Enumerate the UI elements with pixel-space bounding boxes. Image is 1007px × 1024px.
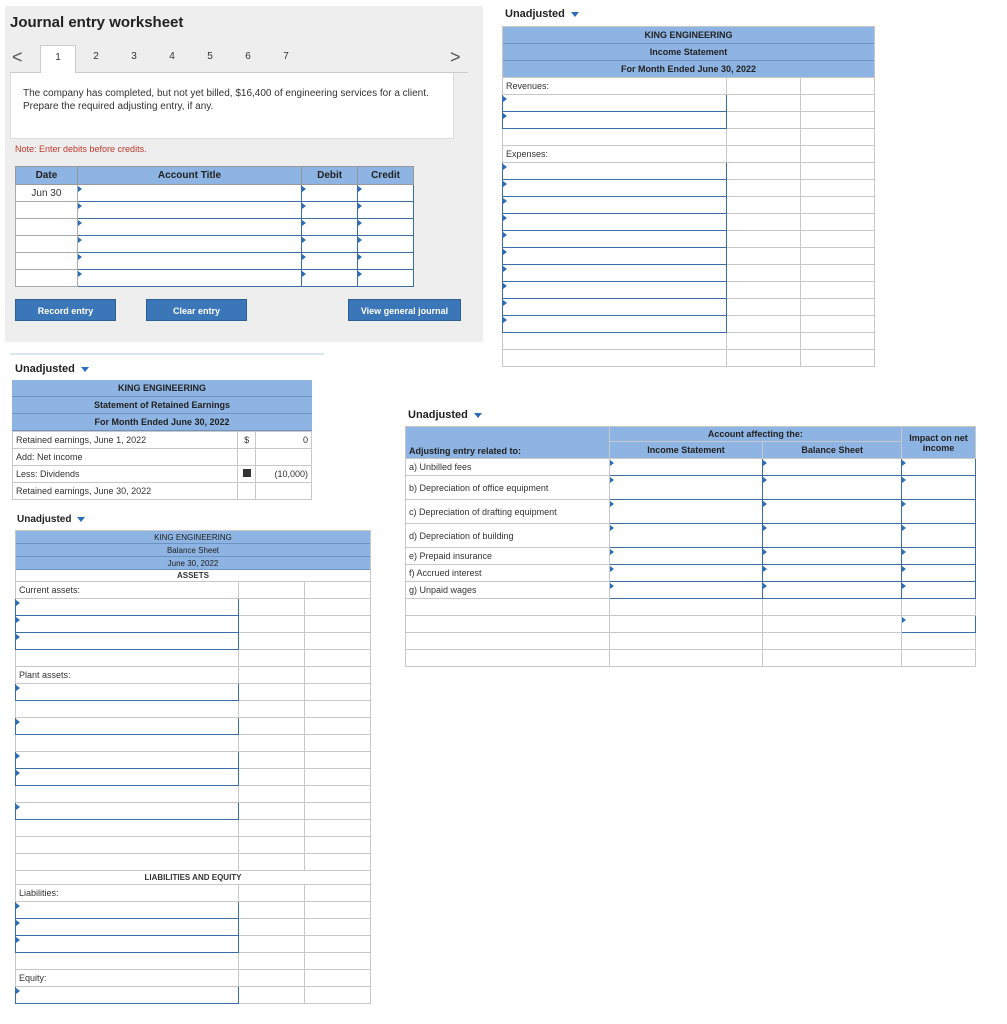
re-period: For Month Ended June 30, 2022 bbox=[12, 414, 312, 431]
debit-input[interactable] bbox=[302, 236, 358, 253]
col-date: Date bbox=[16, 167, 78, 185]
credit-input[interactable] bbox=[358, 236, 414, 253]
debit-input[interactable] bbox=[302, 202, 358, 219]
bs-input[interactable] bbox=[763, 476, 902, 500]
chevron-down-icon bbox=[81, 367, 89, 372]
asset-input[interactable] bbox=[16, 599, 239, 616]
account-input[interactable] bbox=[77, 253, 301, 270]
adj-row-label: g) Unpaid wages bbox=[406, 582, 610, 599]
plant-asset-input[interactable] bbox=[16, 752, 239, 769]
debit-input[interactable] bbox=[302, 219, 358, 236]
re-row-sym bbox=[238, 483, 256, 500]
adjusting-table bbox=[405, 426, 976, 667]
chevron-down-icon bbox=[571, 12, 579, 17]
retained-earnings-dropdown[interactable] bbox=[15, 363, 89, 375]
expense-account-input[interactable] bbox=[503, 163, 727, 180]
account-input[interactable] bbox=[77, 270, 301, 287]
expense-account-input[interactable] bbox=[503, 180, 727, 197]
re-row-label: Retained earnings, June 1, 2022 bbox=[13, 432, 238, 449]
bs-input[interactable] bbox=[763, 565, 902, 582]
col-is: Income Statement bbox=[609, 442, 763, 459]
revenue-account-input[interactable] bbox=[503, 112, 727, 129]
expense-account-input[interactable] bbox=[503, 316, 727, 333]
re-company: KING ENGINEERING bbox=[12, 380, 312, 397]
tab-7[interactable]: 7 bbox=[283, 51, 289, 62]
account-input[interactable] bbox=[77, 185, 301, 202]
plant-assets-label: Plant assets: bbox=[16, 667, 239, 684]
retained-earnings-header bbox=[12, 380, 312, 431]
impact-input[interactable] bbox=[902, 565, 976, 582]
debit-input[interactable] bbox=[302, 253, 358, 270]
col-entry: Adjusting entry related to: bbox=[406, 427, 610, 459]
bs-company: KING ENGINEERING bbox=[16, 531, 370, 544]
liabilities-label: Liabilities: bbox=[16, 885, 239, 902]
bs-assets-heading: ASSETS bbox=[16, 570, 370, 582]
is-company: KING ENGINEERING bbox=[503, 27, 874, 44]
chevron-down-icon bbox=[474, 413, 482, 418]
col-bs: Balance Sheet bbox=[763, 442, 902, 459]
record-entry-button[interactable]: Record entry bbox=[15, 299, 116, 321]
view-general-journal-button[interactable]: View general journal bbox=[348, 299, 461, 321]
debit-input[interactable] bbox=[302, 270, 358, 287]
expense-account-input[interactable] bbox=[503, 299, 727, 316]
clear-entry-button[interactable]: Clear entry bbox=[146, 299, 247, 321]
expense-account-input[interactable] bbox=[503, 214, 727, 231]
revenues-label: Revenues: bbox=[503, 78, 727, 95]
re-row-label: Retained earnings, June 30, 2022 bbox=[13, 483, 238, 500]
col-group: Account affecting the: bbox=[609, 427, 901, 442]
bs-input[interactable] bbox=[763, 500, 902, 524]
plant-asset-input[interactable] bbox=[16, 718, 239, 735]
is-input[interactable] bbox=[609, 548, 763, 565]
is-period: For Month Ended June 30, 2022 bbox=[503, 61, 874, 78]
account-input[interactable] bbox=[77, 236, 301, 253]
income-statement-dropdown[interactable] bbox=[505, 8, 579, 20]
expense-account-input[interactable] bbox=[503, 265, 727, 282]
problem-description: The company has completed, but not yet billed, $16,400 of engineering services for a client. Prepare the required adjusting entry, if any. bbox=[10, 73, 454, 139]
entry-note: Note: Enter debits before credits. bbox=[15, 144, 147, 154]
tab-2[interactable]: 2 bbox=[93, 51, 99, 62]
bs-input[interactable] bbox=[763, 548, 902, 565]
divider bbox=[10, 353, 324, 355]
dropdown-value: Unadjusted bbox=[15, 363, 75, 375]
dropdown-value: Unadjusted bbox=[408, 409, 468, 421]
adj-row-label: f) Accrued interest bbox=[406, 565, 610, 582]
credit-input[interactable] bbox=[358, 253, 414, 270]
tab-4[interactable]: 4 bbox=[169, 51, 175, 62]
journal-table bbox=[15, 166, 414, 287]
expense-account-input[interactable] bbox=[503, 248, 727, 265]
expense-account-input[interactable] bbox=[503, 197, 727, 214]
plant-asset-input[interactable] bbox=[16, 769, 239, 786]
bs-input[interactable] bbox=[763, 582, 902, 599]
entry-tabs bbox=[10, 45, 468, 73]
impact-input[interactable] bbox=[902, 548, 976, 565]
re-row-value[interactable]: (10,000) bbox=[256, 466, 312, 483]
re-row-sym: $ bbox=[238, 432, 256, 449]
balance-sheet-grid bbox=[15, 581, 371, 1004]
next-arrow-icon[interactable]: > bbox=[450, 47, 461, 67]
date-cell[interactable] bbox=[16, 219, 78, 236]
is-input[interactable] bbox=[609, 476, 763, 500]
plant-asset-input[interactable] bbox=[16, 684, 239, 701]
date-cell[interactable] bbox=[16, 270, 78, 287]
expenses-label: Expenses: bbox=[503, 146, 727, 163]
impact-input[interactable] bbox=[902, 616, 976, 633]
liability-input[interactable] bbox=[16, 902, 239, 919]
expense-account-input[interactable] bbox=[503, 231, 727, 248]
balance-sheet-dropdown[interactable] bbox=[17, 514, 85, 525]
col-account-title: Account Title bbox=[77, 167, 301, 185]
tab-3[interactable]: 3 bbox=[131, 51, 137, 62]
income-statement-grid bbox=[502, 77, 875, 367]
bs-input[interactable] bbox=[763, 459, 902, 476]
adj-row-label: e) Prepaid insurance bbox=[406, 548, 610, 565]
col-debit: Debit bbox=[302, 167, 358, 185]
impact-input[interactable] bbox=[902, 500, 976, 524]
plant-asset-input[interactable] bbox=[16, 803, 239, 820]
adj-row-label: d) Depreciation of building bbox=[406, 524, 610, 548]
re-statement: Statement of Retained Earnings bbox=[12, 397, 312, 414]
tab-6[interactable]: 6 bbox=[245, 51, 251, 62]
worksheet-title: Journal entry worksheet bbox=[10, 14, 184, 31]
re-row-label: Less: Dividends bbox=[13, 466, 238, 483]
re-row-sym bbox=[238, 449, 256, 466]
credit-input[interactable] bbox=[358, 219, 414, 236]
account-input[interactable] bbox=[77, 202, 301, 219]
impact-input[interactable] bbox=[902, 582, 976, 599]
date-cell[interactable] bbox=[16, 236, 78, 253]
re-row-value[interactable] bbox=[256, 483, 312, 500]
is-input[interactable] bbox=[609, 565, 763, 582]
is-input[interactable] bbox=[609, 582, 763, 599]
equity-label: Equity: bbox=[16, 970, 239, 987]
prev-arrow-icon[interactable]: < bbox=[12, 47, 23, 67]
expense-account-input[interactable] bbox=[503, 282, 727, 299]
adj-row-label: b) Depreciation of office equipment bbox=[406, 476, 610, 500]
credit-input[interactable] bbox=[358, 202, 414, 219]
dropdown-value: Unadjusted bbox=[17, 514, 72, 525]
is-input[interactable] bbox=[609, 500, 763, 524]
credit-input[interactable] bbox=[358, 185, 414, 202]
revenue-account-input[interactable] bbox=[503, 95, 727, 112]
credit-input[interactable] bbox=[358, 270, 414, 287]
liability-input[interactable] bbox=[16, 936, 239, 953]
equity-input[interactable] bbox=[16, 987, 239, 1004]
date-cell[interactable] bbox=[16, 253, 78, 270]
impact-input[interactable] bbox=[902, 476, 976, 500]
bs-date: June 30, 2022 bbox=[16, 557, 370, 570]
current-assets-label: Current assets: bbox=[16, 582, 239, 599]
re-row-value[interactable]: 0 bbox=[256, 432, 312, 449]
debit-input[interactable] bbox=[302, 185, 358, 202]
retained-earnings-grid bbox=[12, 431, 312, 500]
col-impact: Impact on net income bbox=[902, 427, 976, 459]
bs-liab-equity-heading: LIABILITIES AND EQUITY bbox=[16, 871, 371, 885]
col-credit: Credit bbox=[358, 167, 414, 185]
is-input[interactable] bbox=[609, 459, 763, 476]
chevron-down-icon bbox=[77, 517, 85, 522]
impact-input[interactable] bbox=[902, 459, 976, 476]
re-row-label: Add: Net income bbox=[13, 449, 238, 466]
bs-input[interactable] bbox=[763, 524, 902, 548]
is-statement: Income Statement bbox=[503, 44, 874, 61]
tab-5[interactable]: 5 bbox=[207, 51, 213, 62]
re-row-value[interactable] bbox=[256, 449, 312, 466]
adjusting-dropdown[interactable] bbox=[408, 409, 482, 421]
liability-input[interactable] bbox=[16, 919, 239, 936]
asset-input[interactable] bbox=[16, 616, 239, 633]
warning-icon bbox=[238, 466, 256, 483]
adj-row-label: a) Unbilled fees bbox=[406, 459, 610, 476]
tab-1[interactable]: 1 bbox=[40, 45, 76, 73]
impact-input[interactable] bbox=[902, 524, 976, 548]
adj-row-label: c) Depreciation of drafting equipment bbox=[406, 500, 610, 524]
asset-input[interactable] bbox=[16, 633, 239, 650]
date-cell[interactable] bbox=[16, 202, 78, 219]
dropdown-value: Unadjusted bbox=[505, 8, 565, 20]
date-cell[interactable]: Jun 30 bbox=[16, 185, 78, 202]
is-input[interactable] bbox=[609, 524, 763, 548]
bs-statement: Balance Sheet bbox=[16, 544, 370, 557]
account-input[interactable] bbox=[77, 219, 301, 236]
